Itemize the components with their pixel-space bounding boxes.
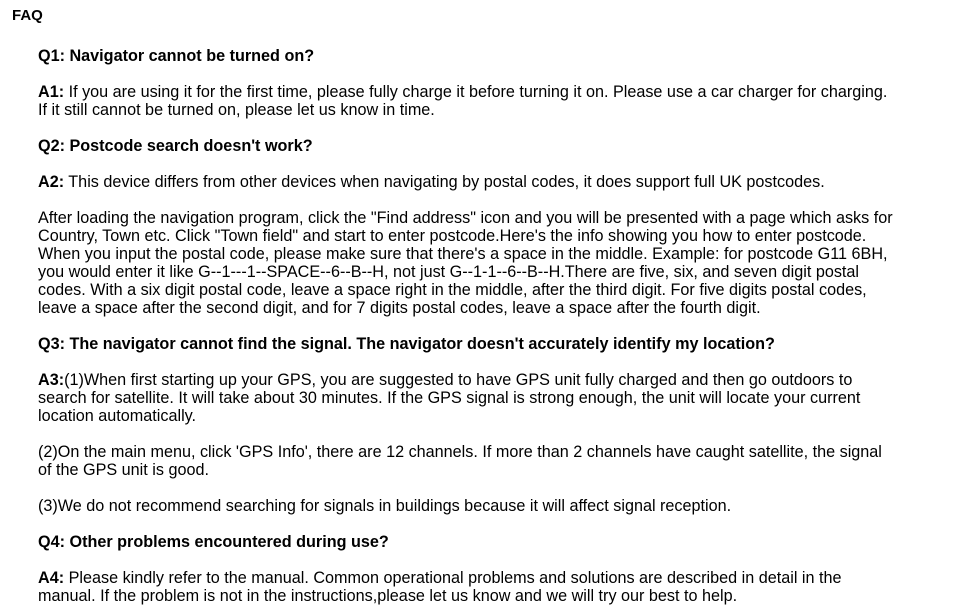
answer-2-label: A2: — [38, 173, 65, 191]
answer-2-detail-line-6: leave a space after the second digit, and for 7 digits postal codes, leave a space after the fourth digit. — [38, 299, 761, 317]
answer-1-line-2: If it still cannot be turned on, please let us know in time. — [38, 101, 435, 119]
question-3: Q3: The navigator cannot find the signal. The navigator doesn't accurately identify my location? — [38, 335, 775, 353]
answer-4-text: Please kindly refer to the manual. Common operational problems and solutions are described in detail in the — [64, 569, 842, 587]
answer-2-text: This device differs from other devices when navigating by postal codes, it does support full UK postcodes. — [64, 173, 825, 191]
answer-3-text: (1)When first starting up your GPS, you are suggested to have GPS unit fully charged and then go outdoors to — [64, 371, 853, 389]
question-4: Q4: Other problems encountered during use? — [38, 533, 389, 551]
answer-3-point-2-line-1: (2)On the main menu, click 'GPS Info', there are 12 channels. If more than 2 channels have caught satellite, the signal — [38, 443, 882, 461]
answer-2-detail-line-5: codes. With a six digit postal code, leave a space right in the middle, after the third digit. For five digits postal codes, — [38, 281, 867, 299]
answer-3-line-1 — [38, 371, 958, 389]
answer-4-line-1 — [38, 569, 958, 587]
answer-1-text: If you are using it for the first time, please fully charge it before turning it on. Please use a car charger for charging. — [64, 83, 888, 101]
answer-2-line-1 — [38, 173, 958, 191]
answer-2-detail-line-3: When you input the postal code, please make sure that there's a space in the middle. Example: for postcode G11 6BH, — [38, 245, 888, 263]
answer-1-line-1 — [38, 83, 958, 101]
answer-2-detail-line-1: After loading the navigation program, click the "Find address" icon and you will be presented with a page which asks for — [38, 209, 893, 227]
answer-1-label: A1: — [38, 83, 65, 101]
answer-3-line-2: search for satellite. It will take about 30 minutes. If the GPS signal is strong enough, the unit will locate your current — [38, 389, 861, 407]
answer-4-label: A4: — [38, 569, 65, 587]
question-1: Q1: Navigator cannot be turned on? — [38, 47, 315, 65]
answer-2-detail-line-4: you would enter it like G--1---1--SPACE--6--B--H, not just G--1-1--6--B--H.There are five, six, and seven digit postal — [38, 263, 860, 281]
answer-3-line-3: location automatically. — [38, 407, 197, 425]
faq-content — [38, 47, 958, 605]
answer-2-detail-line-2: Country, Town etc. Click "Town field" and start to enter postcode.Here's the info showing you how to enter postcode. — [38, 227, 867, 245]
answer-3-point-3: (3)We do not recommend searching for signals in buildings because it will affect signal reception. — [38, 497, 732, 515]
question-2: Q2: Postcode search doesn't work? — [38, 137, 313, 155]
answer-3-label: A3: — [38, 371, 65, 389]
page-title: FAQ — [12, 7, 43, 24]
answer-3-point-2-line-2: of the GPS unit is good. — [38, 461, 209, 479]
answer-4-line-2: manual. If the problem is not in the instructions,please let us know and we will try our best to help. — [38, 587, 738, 605]
